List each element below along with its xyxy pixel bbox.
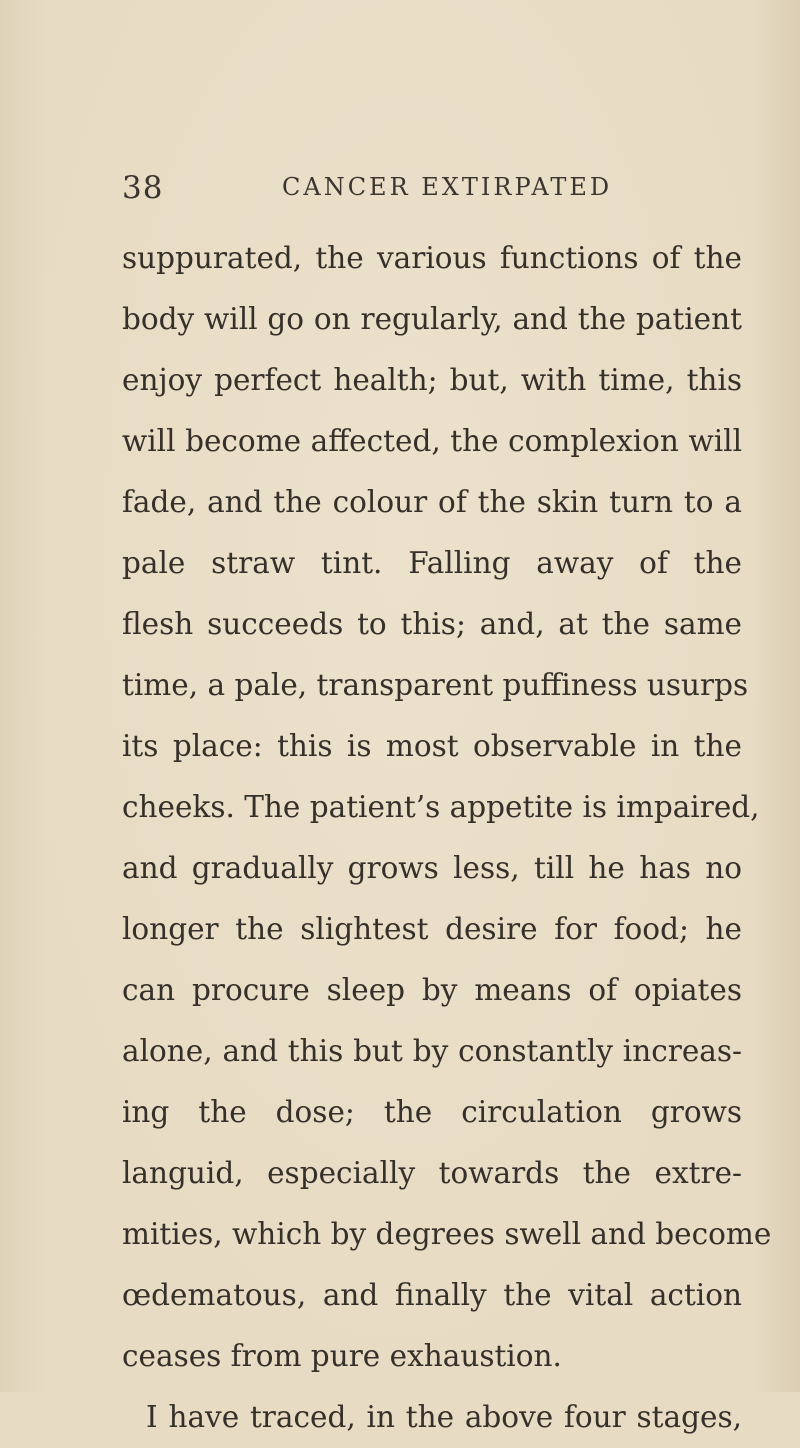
text-line: longer the slightest desire for food; he xyxy=(122,912,742,946)
text-line: flesh succeeds to this; and, at the same xyxy=(122,607,742,641)
text-line: œdematous, and finally the vital action xyxy=(122,1278,742,1312)
page-header xyxy=(122,170,682,210)
text-line: fade, and the colour of the skin turn to a xyxy=(122,485,742,519)
body-text xyxy=(122,228,772,1448)
text-line: pale straw tint. Falling away of the xyxy=(122,546,742,580)
text-line: mities, which by degrees swell and become xyxy=(122,1217,772,1251)
text-line: time, a pale, transparent puffiness usurps xyxy=(122,668,749,702)
text-line: can procure sleep by means of opiates xyxy=(122,973,742,1007)
text-line: will become affected, the complexion will xyxy=(122,424,742,458)
text-line: body will go on regularly, and the patient xyxy=(122,302,742,336)
text-line: I have traced, in the above four stages, xyxy=(146,1400,742,1434)
page-number: 38 xyxy=(122,170,164,206)
text-line: enjoy perfect health; but, with time, this xyxy=(122,363,742,397)
running-head: CANCER EXTIRPATED xyxy=(282,173,613,201)
text-line: cheeks. The patient’s appetite is impaired, xyxy=(122,790,760,824)
text-line: alone, and this but by constantly increas- xyxy=(122,1034,742,1068)
text-line: ceases from pure exhaustion. xyxy=(122,1339,562,1373)
text-line: its place: this is most observable in the xyxy=(122,729,742,763)
text-line: languid, especially towards the extre- xyxy=(122,1156,742,1190)
text-line: and gradually grows less, till he has no xyxy=(122,851,742,885)
text-line: ing the dose; the circulation grows xyxy=(122,1095,742,1129)
text-line: suppurated, the various functions of the xyxy=(122,241,742,275)
